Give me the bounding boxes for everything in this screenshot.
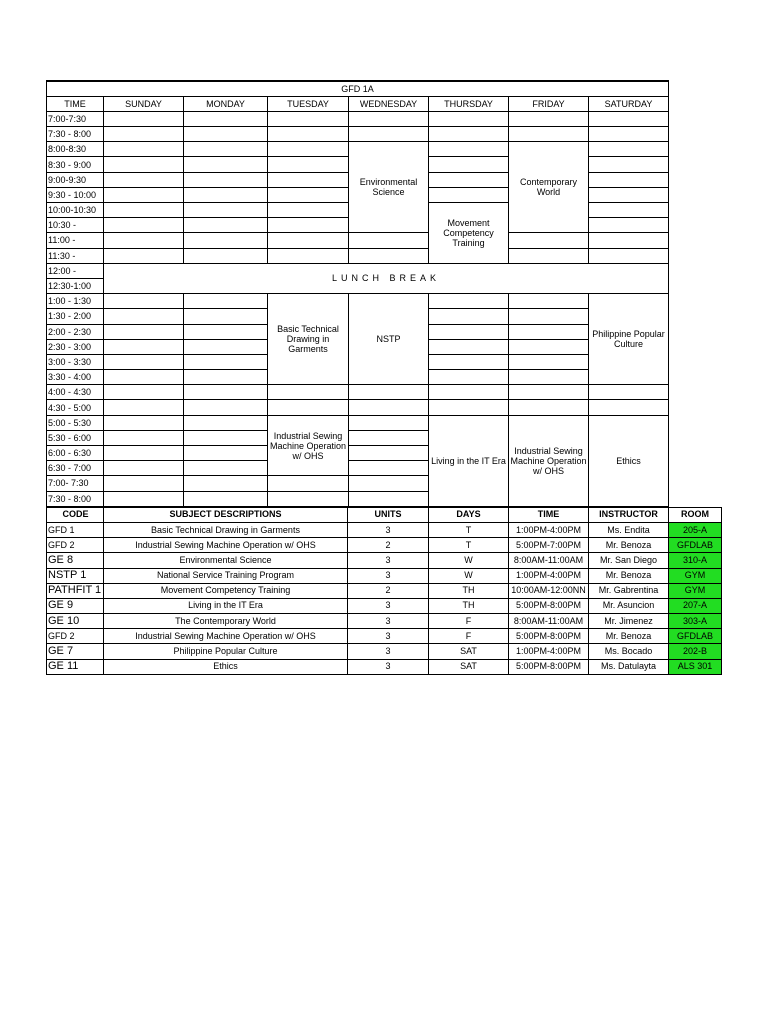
time-slot: 6:00 - 6:30 bbox=[47, 446, 104, 461]
empty-slot-sunday bbox=[104, 324, 184, 339]
subject-time: 5:00PM-8:00PM bbox=[509, 629, 589, 644]
empty-slot-monday bbox=[184, 203, 268, 218]
subject-room: 205-A bbox=[669, 522, 722, 537]
subject-units: 3 bbox=[348, 553, 429, 568]
subject-days: F bbox=[429, 629, 509, 644]
subject-table bbox=[46, 507, 722, 675]
schedule-body bbox=[47, 81, 669, 506]
subject-row bbox=[47, 598, 722, 613]
header-time: TIME bbox=[47, 96, 104, 111]
empty-slot-wednesday bbox=[349, 248, 429, 263]
time-slot: 9:00-9:30 bbox=[47, 172, 104, 187]
empty-slot-monday bbox=[184, 476, 268, 491]
empty-slot-friday bbox=[509, 339, 589, 354]
time-slot: 9:30 - 10:00 bbox=[47, 187, 104, 202]
empty-slot-friday bbox=[509, 248, 589, 263]
class-block-nstp: NSTP bbox=[349, 294, 429, 385]
class-block-ethics: Ethics bbox=[589, 415, 669, 506]
subject-units: 3 bbox=[348, 629, 429, 644]
empty-slot-sunday bbox=[104, 461, 184, 476]
subject-days: TH bbox=[429, 598, 509, 613]
subject-code: NSTP 1 bbox=[47, 568, 104, 583]
empty-slot-tuesday bbox=[268, 172, 349, 187]
class-block-environmental-science: Environmental Science bbox=[349, 142, 429, 233]
time-slot: 10:00-10:30 bbox=[47, 203, 104, 218]
subject-time: 1:00PM-4:00PM bbox=[509, 568, 589, 583]
empty-slot-monday bbox=[184, 491, 268, 506]
empty-slot-tuesday bbox=[268, 127, 349, 142]
empty-slot-thursday bbox=[429, 111, 509, 126]
time-slot: 11:00 - bbox=[47, 233, 104, 248]
subject-row bbox=[47, 629, 722, 644]
empty-slot-monday bbox=[184, 415, 268, 430]
schedule-row bbox=[47, 111, 669, 126]
empty-slot-sunday bbox=[104, 476, 184, 491]
empty-slot-monday bbox=[184, 218, 268, 233]
subject-description: Basic Technical Drawing in Garments bbox=[104, 522, 348, 537]
subject-code: GFD 2 bbox=[47, 538, 104, 553]
empty-slot-wednesday bbox=[349, 385, 429, 400]
empty-slot-monday bbox=[184, 187, 268, 202]
subject-description: Philippine Popular Culture bbox=[104, 644, 348, 659]
empty-slot-sunday bbox=[104, 430, 184, 445]
subject-row bbox=[47, 538, 722, 553]
subject-units: 2 bbox=[348, 583, 429, 598]
header-wednesday: WEDNESDAY bbox=[349, 96, 429, 111]
subject-row bbox=[47, 568, 722, 583]
subject-time: 1:00PM-4:00PM bbox=[509, 522, 589, 537]
lunch-break-cell: LUNCH BREAK bbox=[104, 263, 669, 293]
subject-days: SAT bbox=[429, 659, 509, 674]
time-slot: 2:30 - 3:00 bbox=[47, 339, 104, 354]
schedule-row bbox=[47, 263, 669, 278]
empty-slot-sunday bbox=[104, 248, 184, 263]
subject-instructor: Ms. Endita bbox=[589, 522, 669, 537]
time-slot: 8:30 - 9:00 bbox=[47, 157, 104, 172]
empty-slot-monday bbox=[184, 233, 268, 248]
empty-slot-sunday bbox=[104, 127, 184, 142]
empty-slot-monday bbox=[184, 172, 268, 187]
class-block-industrial-sewing-fri: Industrial Sewing Machine Operation w/ OHS bbox=[509, 415, 589, 506]
empty-slot-tuesday bbox=[268, 233, 349, 248]
empty-slot-wednesday bbox=[349, 461, 429, 476]
time-slot: 7:00- 7:30 bbox=[47, 476, 104, 491]
empty-slot-thursday bbox=[429, 172, 509, 187]
empty-slot-sunday bbox=[104, 385, 184, 400]
empty-slot-thursday bbox=[429, 339, 509, 354]
time-slot: 4:30 - 5:00 bbox=[47, 400, 104, 415]
subject-code: GE 9 bbox=[47, 598, 104, 613]
empty-slot-sunday bbox=[104, 339, 184, 354]
empty-slot-friday bbox=[509, 370, 589, 385]
empty-slot-monday bbox=[184, 446, 268, 461]
subject-room: 303-A bbox=[669, 614, 722, 629]
subject-code: GE 11 bbox=[47, 659, 104, 674]
subject-days: T bbox=[429, 538, 509, 553]
empty-slot-thursday bbox=[429, 187, 509, 202]
empty-slot-thursday bbox=[429, 385, 509, 400]
header-monday: MONDAY bbox=[184, 96, 268, 111]
empty-slot-saturday bbox=[589, 142, 669, 157]
subject-time: 5:00PM-8:00PM bbox=[509, 598, 589, 613]
empty-slot-sunday bbox=[104, 157, 184, 172]
subject-days: SAT bbox=[429, 644, 509, 659]
empty-slot-thursday bbox=[429, 370, 509, 385]
empty-slot-sunday bbox=[104, 370, 184, 385]
empty-slot-tuesday bbox=[268, 385, 349, 400]
header-saturday: SATURDAY bbox=[589, 96, 669, 111]
time-slot: 12:30-1:00 bbox=[47, 278, 104, 293]
empty-slot-tuesday bbox=[268, 203, 349, 218]
subject-days: W bbox=[429, 553, 509, 568]
subject-code: GE 8 bbox=[47, 553, 104, 568]
empty-slot-friday bbox=[509, 127, 589, 142]
empty-slot-saturday bbox=[589, 187, 669, 202]
subject-instructor: Mr. Benoza bbox=[589, 538, 669, 553]
empty-slot-monday bbox=[184, 294, 268, 309]
schedule-row bbox=[47, 233, 669, 248]
subject-time: 8:00AM-11:00AM bbox=[509, 553, 589, 568]
schedule-row bbox=[47, 142, 669, 157]
subject-row bbox=[47, 522, 722, 537]
subject-code: GE 7 bbox=[47, 644, 104, 659]
empty-slot-saturday bbox=[589, 218, 669, 233]
subject-room: 207-A bbox=[669, 598, 722, 613]
subject-row bbox=[47, 659, 722, 674]
empty-slot-tuesday bbox=[268, 400, 349, 415]
header-tuesday: TUESDAY bbox=[268, 96, 349, 111]
subject-units: 3 bbox=[348, 659, 429, 674]
empty-slot-saturday bbox=[589, 172, 669, 187]
empty-slot-wednesday bbox=[349, 400, 429, 415]
subject-instructor: Mr. Jimenez bbox=[589, 614, 669, 629]
subject-instructor: Ms. Datulayta bbox=[589, 659, 669, 674]
empty-slot-sunday bbox=[104, 203, 184, 218]
empty-slot-tuesday bbox=[268, 491, 349, 506]
subject-header-room: ROOM bbox=[669, 507, 722, 522]
subject-room: GYM bbox=[669, 568, 722, 583]
empty-slot-monday bbox=[184, 142, 268, 157]
subject-code: GE 10 bbox=[47, 614, 104, 629]
empty-slot-monday bbox=[184, 157, 268, 172]
empty-slot-sunday bbox=[104, 172, 184, 187]
empty-slot-tuesday bbox=[268, 111, 349, 126]
empty-slot-monday bbox=[184, 400, 268, 415]
subject-room: ALS 301 bbox=[669, 659, 722, 674]
subject-time: 10:00AM-12:00NN bbox=[509, 583, 589, 598]
subject-description: Environmental Science bbox=[104, 553, 348, 568]
time-slot: 7:30 - 8:00 bbox=[47, 127, 104, 142]
subject-days: TH bbox=[429, 583, 509, 598]
empty-slot-sunday bbox=[104, 491, 184, 506]
time-slot: 5:30 - 6:00 bbox=[47, 430, 104, 445]
empty-slot-monday bbox=[184, 111, 268, 126]
time-slot: 3:30 - 4:00 bbox=[47, 370, 104, 385]
empty-slot-thursday bbox=[429, 294, 509, 309]
empty-slot-monday bbox=[184, 339, 268, 354]
empty-slot-saturday bbox=[589, 157, 669, 172]
empty-slot-friday bbox=[509, 324, 589, 339]
class-block-philippine-popular: Philippine Popular Culture bbox=[589, 294, 669, 385]
empty-slot-monday bbox=[184, 127, 268, 142]
empty-slot-wednesday bbox=[349, 476, 429, 491]
empty-slot-monday bbox=[184, 354, 268, 369]
class-block-industrial-sewing-tue: Industrial Sewing Machine Operation w/ OHS bbox=[268, 415, 349, 476]
empty-slot-wednesday bbox=[349, 415, 429, 430]
subject-description: Living in the IT Era bbox=[104, 598, 348, 613]
empty-slot-monday bbox=[184, 430, 268, 445]
empty-slot-friday bbox=[509, 400, 589, 415]
empty-slot-wednesday bbox=[349, 430, 429, 445]
time-slot: 7:30 - 8:00 bbox=[47, 491, 104, 506]
subject-instructor: Mr. Gabrentina bbox=[589, 583, 669, 598]
empty-slot-sunday bbox=[104, 415, 184, 430]
empty-slot-saturday bbox=[589, 127, 669, 142]
empty-slot-monday bbox=[184, 309, 268, 324]
subject-header-units: UNITS bbox=[348, 507, 429, 522]
subject-units: 3 bbox=[348, 644, 429, 659]
empty-slot-sunday bbox=[104, 111, 184, 126]
subject-instructor: Mr. San Diego bbox=[589, 553, 669, 568]
subject-description: Industrial Sewing Machine Operation w/ OHS bbox=[104, 538, 348, 553]
empty-slot-sunday bbox=[104, 400, 184, 415]
subject-description: The Contemporary World bbox=[104, 614, 348, 629]
empty-slot-friday bbox=[509, 111, 589, 126]
schedule-row bbox=[47, 294, 669, 309]
subject-header-time: TIME bbox=[509, 507, 589, 522]
schedule-row bbox=[47, 415, 669, 430]
empty-slot-friday bbox=[509, 309, 589, 324]
empty-slot-saturday bbox=[589, 400, 669, 415]
subject-time: 5:00PM-8:00PM bbox=[509, 659, 589, 674]
time-slot: 8:00-8:30 bbox=[47, 142, 104, 157]
subject-time: 8:00AM-11:00AM bbox=[509, 614, 589, 629]
schedule-row bbox=[47, 127, 669, 142]
empty-slot-saturday bbox=[589, 385, 669, 400]
empty-slot-saturday bbox=[589, 248, 669, 263]
empty-slot-wednesday bbox=[349, 233, 429, 248]
subject-room: 310-A bbox=[669, 553, 722, 568]
subject-units: 3 bbox=[348, 522, 429, 537]
time-slot: 7:00-7:30 bbox=[47, 111, 104, 126]
weekly-schedule-table bbox=[46, 80, 669, 507]
class-block-living-it: Living in the IT Era bbox=[429, 415, 509, 506]
class-block-contemporary-world: Contemporary World bbox=[509, 142, 589, 233]
subject-code: PATHFIT 1 bbox=[47, 583, 104, 598]
empty-slot-saturday bbox=[589, 111, 669, 126]
subject-instructor: Mr. Benoza bbox=[589, 629, 669, 644]
subject-instructor: Mr. Benoza bbox=[589, 568, 669, 583]
subject-time: 5:00PM-7:00PM bbox=[509, 538, 589, 553]
subject-units: 2 bbox=[348, 538, 429, 553]
subject-code: GFD 2 bbox=[47, 629, 104, 644]
empty-slot-tuesday bbox=[268, 157, 349, 172]
empty-slot-thursday bbox=[429, 354, 509, 369]
empty-slot-wednesday bbox=[349, 491, 429, 506]
class-block-movement-competency: Movement Competency Training bbox=[429, 203, 509, 264]
empty-slot-saturday bbox=[589, 203, 669, 218]
subject-units: 3 bbox=[348, 568, 429, 583]
empty-slot-friday bbox=[509, 294, 589, 309]
subject-code: GFD 1 bbox=[47, 522, 104, 537]
empty-slot-sunday bbox=[104, 446, 184, 461]
empty-slot-thursday bbox=[429, 309, 509, 324]
time-slot: 10:30 - bbox=[47, 218, 104, 233]
time-slot: 4:00 - 4:30 bbox=[47, 385, 104, 400]
class-schedule-sheet bbox=[46, 80, 722, 675]
subject-description: Movement Competency Training bbox=[104, 583, 348, 598]
empty-slot-monday bbox=[184, 324, 268, 339]
time-slot: 11:30 - bbox=[47, 248, 104, 263]
empty-slot-sunday bbox=[104, 309, 184, 324]
empty-slot-tuesday bbox=[268, 187, 349, 202]
subject-room: GFDLAB bbox=[669, 538, 722, 553]
subject-rows bbox=[47, 522, 722, 674]
empty-slot-sunday bbox=[104, 187, 184, 202]
subject-row bbox=[47, 614, 722, 629]
empty-slot-tuesday bbox=[268, 218, 349, 233]
time-slot: 2:00 - 2:30 bbox=[47, 324, 104, 339]
subject-header-code: CODE bbox=[47, 507, 104, 522]
empty-slot-sunday bbox=[104, 354, 184, 369]
subject-header-description: SUBJECT DESCRIPTIONS bbox=[104, 507, 348, 522]
subject-row bbox=[47, 644, 722, 659]
subject-days: T bbox=[429, 522, 509, 537]
empty-slot-thursday bbox=[429, 157, 509, 172]
subject-instructor: Mr. Asuncion bbox=[589, 598, 669, 613]
empty-slot-monday bbox=[184, 461, 268, 476]
subject-header-instructor: INSTRUCTOR bbox=[589, 507, 669, 522]
class-block-basic-technical: Basic Technical Drawing in Garments bbox=[268, 294, 349, 385]
time-slot: 12:00 - bbox=[47, 263, 104, 278]
subject-description: Ethics bbox=[104, 659, 348, 674]
empty-slot-thursday bbox=[429, 324, 509, 339]
subject-instructor: Ms. Bocado bbox=[589, 644, 669, 659]
subject-units: 3 bbox=[348, 614, 429, 629]
schedule-row bbox=[47, 385, 669, 400]
empty-slot-friday bbox=[509, 233, 589, 248]
empty-slot-tuesday bbox=[268, 476, 349, 491]
empty-slot-wednesday bbox=[349, 111, 429, 126]
subject-row bbox=[47, 553, 722, 568]
schedule-row bbox=[47, 248, 669, 263]
subject-header-days: DAYS bbox=[429, 507, 509, 522]
header-thursday: THURSDAY bbox=[429, 96, 509, 111]
subject-room: GFDLAB bbox=[669, 629, 722, 644]
header-friday: FRIDAY bbox=[509, 96, 589, 111]
empty-slot-wednesday bbox=[349, 127, 429, 142]
empty-slot-wednesday bbox=[349, 446, 429, 461]
schedule-row bbox=[47, 400, 669, 415]
time-slot: 1:00 - 1:30 bbox=[47, 294, 104, 309]
empty-slot-monday bbox=[184, 385, 268, 400]
empty-slot-sunday bbox=[104, 233, 184, 248]
time-slot: 1:30 - 2:00 bbox=[47, 309, 104, 324]
empty-slot-sunday bbox=[104, 218, 184, 233]
subject-description: National Service Training Program bbox=[104, 568, 348, 583]
empty-slot-tuesday bbox=[268, 142, 349, 157]
empty-slot-friday bbox=[509, 354, 589, 369]
empty-slot-monday bbox=[184, 248, 268, 263]
header-sunday: SUNDAY bbox=[104, 96, 184, 111]
empty-slot-sunday bbox=[104, 294, 184, 309]
empty-slot-sunday bbox=[104, 142, 184, 157]
empty-slot-tuesday bbox=[268, 248, 349, 263]
empty-slot-thursday bbox=[429, 142, 509, 157]
subject-row bbox=[47, 583, 722, 598]
subject-room: GYM bbox=[669, 583, 722, 598]
subject-description: Industrial Sewing Machine Operation w/ OHS bbox=[104, 629, 348, 644]
subject-units: 3 bbox=[348, 598, 429, 613]
empty-slot-saturday bbox=[589, 233, 669, 248]
empty-slot-thursday bbox=[429, 127, 509, 142]
empty-slot-friday bbox=[509, 385, 589, 400]
time-slot: 5:00 - 5:30 bbox=[47, 415, 104, 430]
time-slot: 6:30 - 7:00 bbox=[47, 461, 104, 476]
subject-days: F bbox=[429, 614, 509, 629]
time-slot: 3:00 - 3:30 bbox=[47, 354, 104, 369]
empty-slot-monday bbox=[184, 370, 268, 385]
schedule-title: GFD 1A bbox=[47, 81, 669, 96]
subject-room: 202-B bbox=[669, 644, 722, 659]
subject-days: W bbox=[429, 568, 509, 583]
empty-slot-thursday bbox=[429, 400, 509, 415]
subject-time: 1:00PM-4:00PM bbox=[509, 644, 589, 659]
